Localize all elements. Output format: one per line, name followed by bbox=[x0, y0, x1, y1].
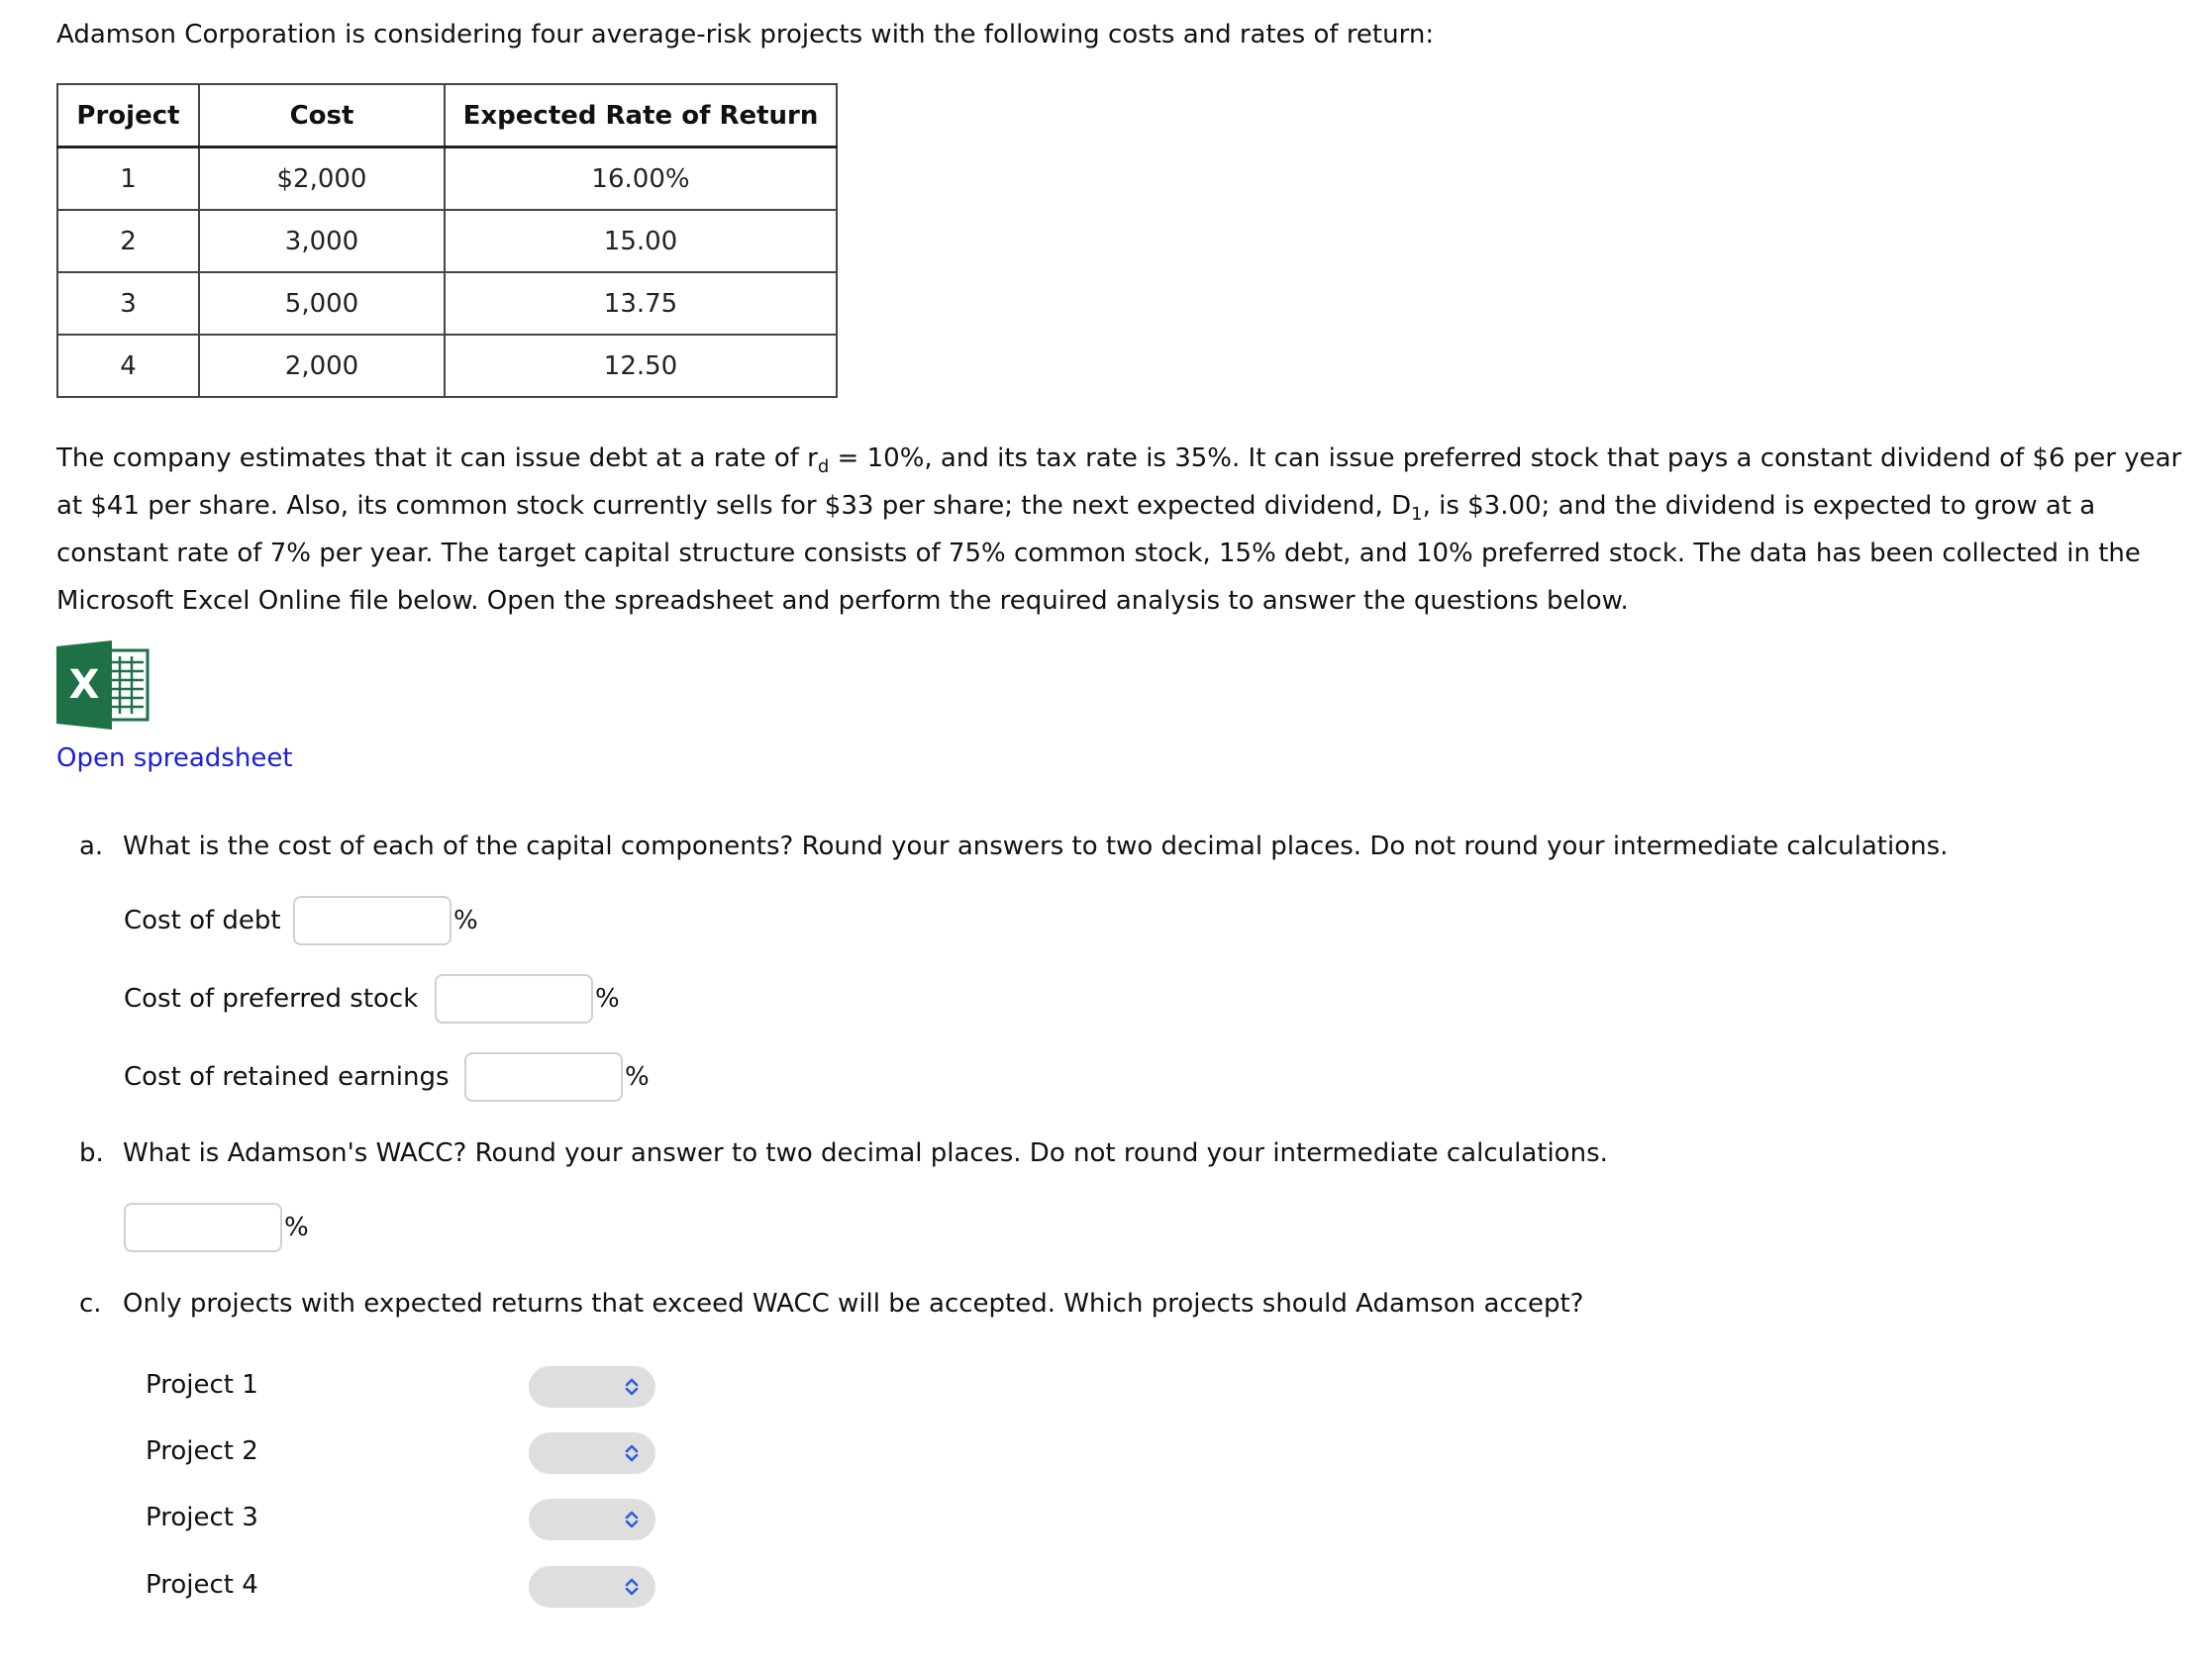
question-a-text: What is the cost of each of the capital components? Round your answers to two decimal places. Do not round your intermediate calculations. bbox=[123, 832, 1949, 861]
header-project: Project bbox=[57, 84, 199, 147]
question-c bbox=[79, 1287, 1583, 1321]
question-a bbox=[79, 830, 1948, 863]
cell-return: 16.00% bbox=[445, 147, 837, 211]
paragraph-part-3: , is $3.00; and the dividend is expected to grow at a constant rate of 7% per year. The target capital structure consists of 75% common stock, 15% debt, and 10% preferred stock. The data has been collected in the Microsoft Excel Online file below. Open the spreadsheet and perform the required analysis to answer the questions below. bbox=[56, 491, 2141, 616]
header-cost: Cost bbox=[199, 84, 445, 147]
project-4-label: Project 4 bbox=[146, 1570, 258, 1600]
question-b-text: What is Adamson's WACC? Round your answer to two decimal places. Do not round your intermediate calculations. bbox=[123, 1138, 1608, 1168]
question-a-letter: a. bbox=[79, 832, 104, 861]
question-b-letter: b. bbox=[79, 1138, 104, 1168]
project-1-select[interactable] bbox=[529, 1366, 655, 1408]
chevron-updown-icon bbox=[622, 1510, 642, 1529]
project-3-select[interactable] bbox=[529, 1499, 655, 1540]
chevron-updown-icon bbox=[622, 1377, 642, 1397]
project-3-label: Project 3 bbox=[146, 1503, 258, 1532]
cell-return: 13.75 bbox=[445, 272, 837, 335]
cost-of-retained-label: Cost of retained earnings bbox=[124, 1062, 450, 1092]
cell-cost: 2,000 bbox=[199, 335, 445, 397]
question-c-letter: c. bbox=[79, 1289, 102, 1319]
cost-of-preferred-label: Cost of preferred stock bbox=[124, 984, 419, 1014]
table-row bbox=[57, 272, 837, 335]
cost-of-preferred-unit: % bbox=[595, 984, 620, 1014]
header-expected-return: Expected Rate of Return bbox=[445, 84, 837, 147]
cost-of-debt-unit: % bbox=[453, 906, 478, 935]
subscript-1: 1 bbox=[1411, 504, 1423, 525]
cost-of-retained-input[interactable] bbox=[464, 1052, 623, 1102]
cell-project: 4 bbox=[57, 335, 199, 397]
paragraph-part-1: The company estimates that it can issue debt at a rate of r bbox=[56, 443, 818, 473]
cell-cost: 3,000 bbox=[199, 210, 445, 272]
wacc-input[interactable] bbox=[124, 1203, 282, 1252]
projects-table bbox=[56, 83, 838, 398]
paragraph-part-2: = 10%, and its tax rate is 35%. It can issue preferred stock that pays a constant dividend of $6 per year at $41 per share. Also, its common stock currently sells for $33 per share; the next expected dividend, D bbox=[56, 443, 2182, 521]
table-row bbox=[57, 147, 837, 211]
wacc-unit: % bbox=[284, 1213, 309, 1242]
project-1-label: Project 1 bbox=[146, 1370, 258, 1400]
chevron-updown-icon bbox=[622, 1577, 642, 1597]
project-4-select[interactable] bbox=[529, 1566, 655, 1608]
open-spreadsheet-link[interactable]: Open spreadsheet bbox=[56, 743, 293, 773]
question-c-text: Only projects with expected returns that exceed WACC will be accepted. Which projects should Adamson accept? bbox=[123, 1289, 1584, 1319]
table-row bbox=[57, 210, 837, 272]
excel-icon-letter: X bbox=[68, 662, 100, 708]
excel-icon[interactable] bbox=[56, 640, 155, 730]
intro-text: Adamson Corporation is considering four average-risk projects with the following costs and rates of return: bbox=[56, 20, 1435, 49]
cost-of-debt-input[interactable] bbox=[293, 896, 452, 945]
project-2-select[interactable] bbox=[529, 1432, 655, 1474]
cell-return: 15.00 bbox=[445, 210, 837, 272]
cell-cost: 5,000 bbox=[199, 272, 445, 335]
cost-of-preferred-input[interactable] bbox=[435, 974, 593, 1024]
table-header-row bbox=[57, 84, 837, 147]
cell-project: 3 bbox=[57, 272, 199, 335]
chevron-updown-icon bbox=[622, 1443, 642, 1463]
cell-cost: $2,000 bbox=[199, 147, 445, 211]
table-row bbox=[57, 335, 837, 397]
cost-of-retained-unit: % bbox=[625, 1062, 650, 1092]
cell-project: 2 bbox=[57, 210, 199, 272]
project-2-label: Project 2 bbox=[146, 1436, 258, 1466]
cell-project: 1 bbox=[57, 147, 199, 211]
cost-of-debt-label: Cost of debt bbox=[124, 906, 281, 935]
subscript-d: d bbox=[817, 456, 830, 477]
problem-paragraph bbox=[56, 435, 2195, 625]
question-b bbox=[79, 1136, 1608, 1170]
cell-return: 12.50 bbox=[445, 335, 837, 397]
